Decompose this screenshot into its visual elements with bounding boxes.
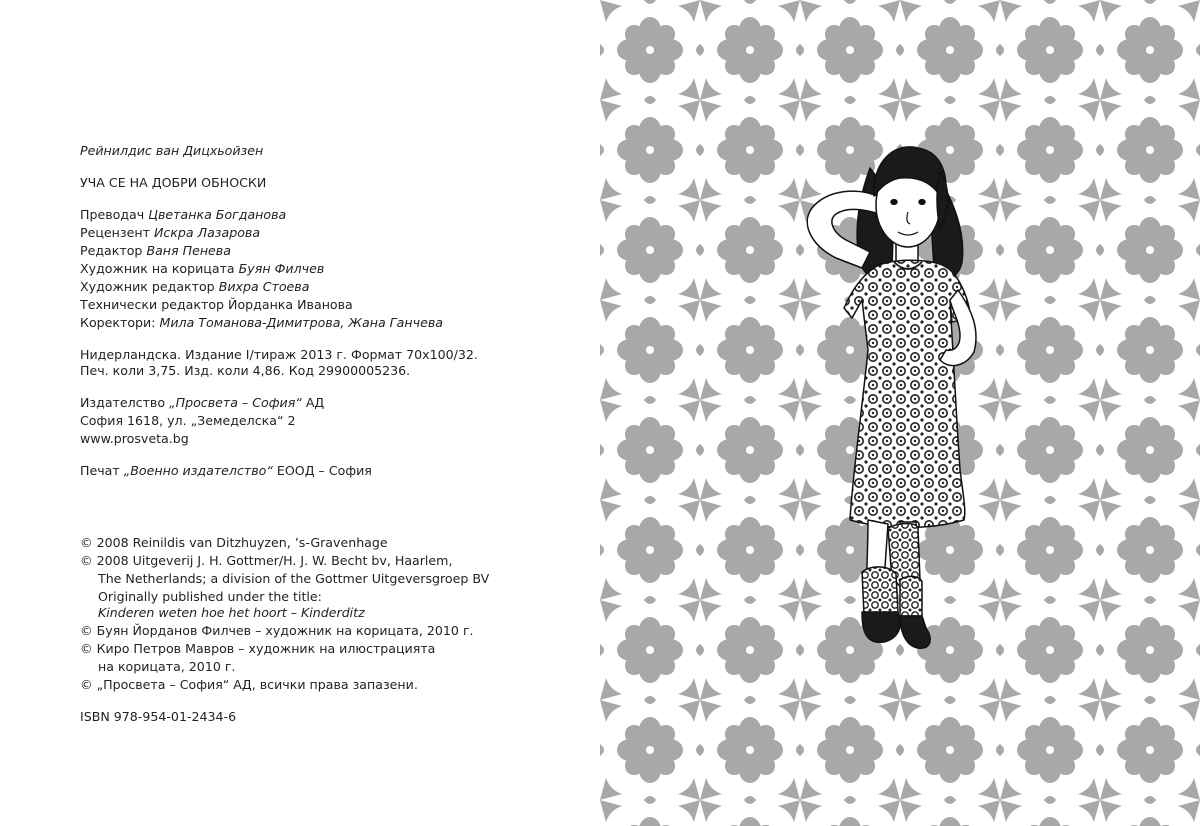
isbn: ISBN 978-954-01-2434-6 (80, 709, 237, 724)
credit-technical-editor: Технически редактор Йорданка Иванова (80, 297, 353, 312)
credit-proofreaders: Коректори: Мила Томанова-Димитрова, Жана Ганчева (80, 315, 443, 330)
credit-art-editor: Художник редактор Вихра Стоева (80, 279, 310, 294)
credit-cover-artist: Художник на корицата Буян Филчев (80, 261, 325, 276)
author-name: Рейнилдис ван Дицхьойзен (80, 143, 264, 158)
copyright-line: © 2008 Uitgeverij J. H. Gottmer/H. J. W. Becht bv, Haarlem, (80, 553, 453, 568)
credit-editor: Редактор Ваня Пенева (80, 243, 231, 258)
publisher-line: Издателство „Просвета – София“ АД (80, 395, 325, 410)
printer-line: Печат „Военно издателство“ ЕООД – София (80, 463, 372, 478)
copyright-line: © Киро Петров Мавров – художник на илюстрацията (80, 641, 436, 656)
copyright-line: на корицата, 2010 г. (98, 659, 236, 674)
edition-line-2: Печ. коли 3,75. Изд. коли 4,86. Код 29900005236. (80, 363, 411, 378)
edition-line-1: Нидерландска. Издание I/тираж 2013 г. Формат 70х100/32. (80, 347, 478, 362)
copyright-line: © 2008 Reinildis van Ditzhuyzen, ’s-Gravenhage (80, 535, 388, 550)
publisher-address: София 1618, ул. „Земеделска“ 2 (80, 413, 296, 428)
credit-reviewer: Рецензент Искра Лазарова (80, 225, 261, 240)
publisher-url: www.prosveta.bg (80, 431, 189, 446)
copyright-line: The Netherlands; a division of the Gottmer Uitgeversgroep BV (98, 571, 490, 586)
book-title: УЧА СЕ НА ДОБРИ ОБНОСКИ (80, 175, 267, 190)
credit-translator: Преводач Цветанка Богданова (80, 207, 287, 222)
copyright-line: © „Просвета – София“ АД, всички права запазени. (80, 677, 418, 692)
copyright-line: Originally published under the title: (98, 589, 322, 604)
copyright-line: © Буян Йорданов Филчев – художник на корицата, 2010 г. (80, 623, 474, 638)
girl-illustration (600, 0, 1200, 826)
copyright-line: Kinderen weten hoe het hoort – Kinderditz (98, 605, 365, 620)
cover-illustration-page (600, 0, 1200, 826)
